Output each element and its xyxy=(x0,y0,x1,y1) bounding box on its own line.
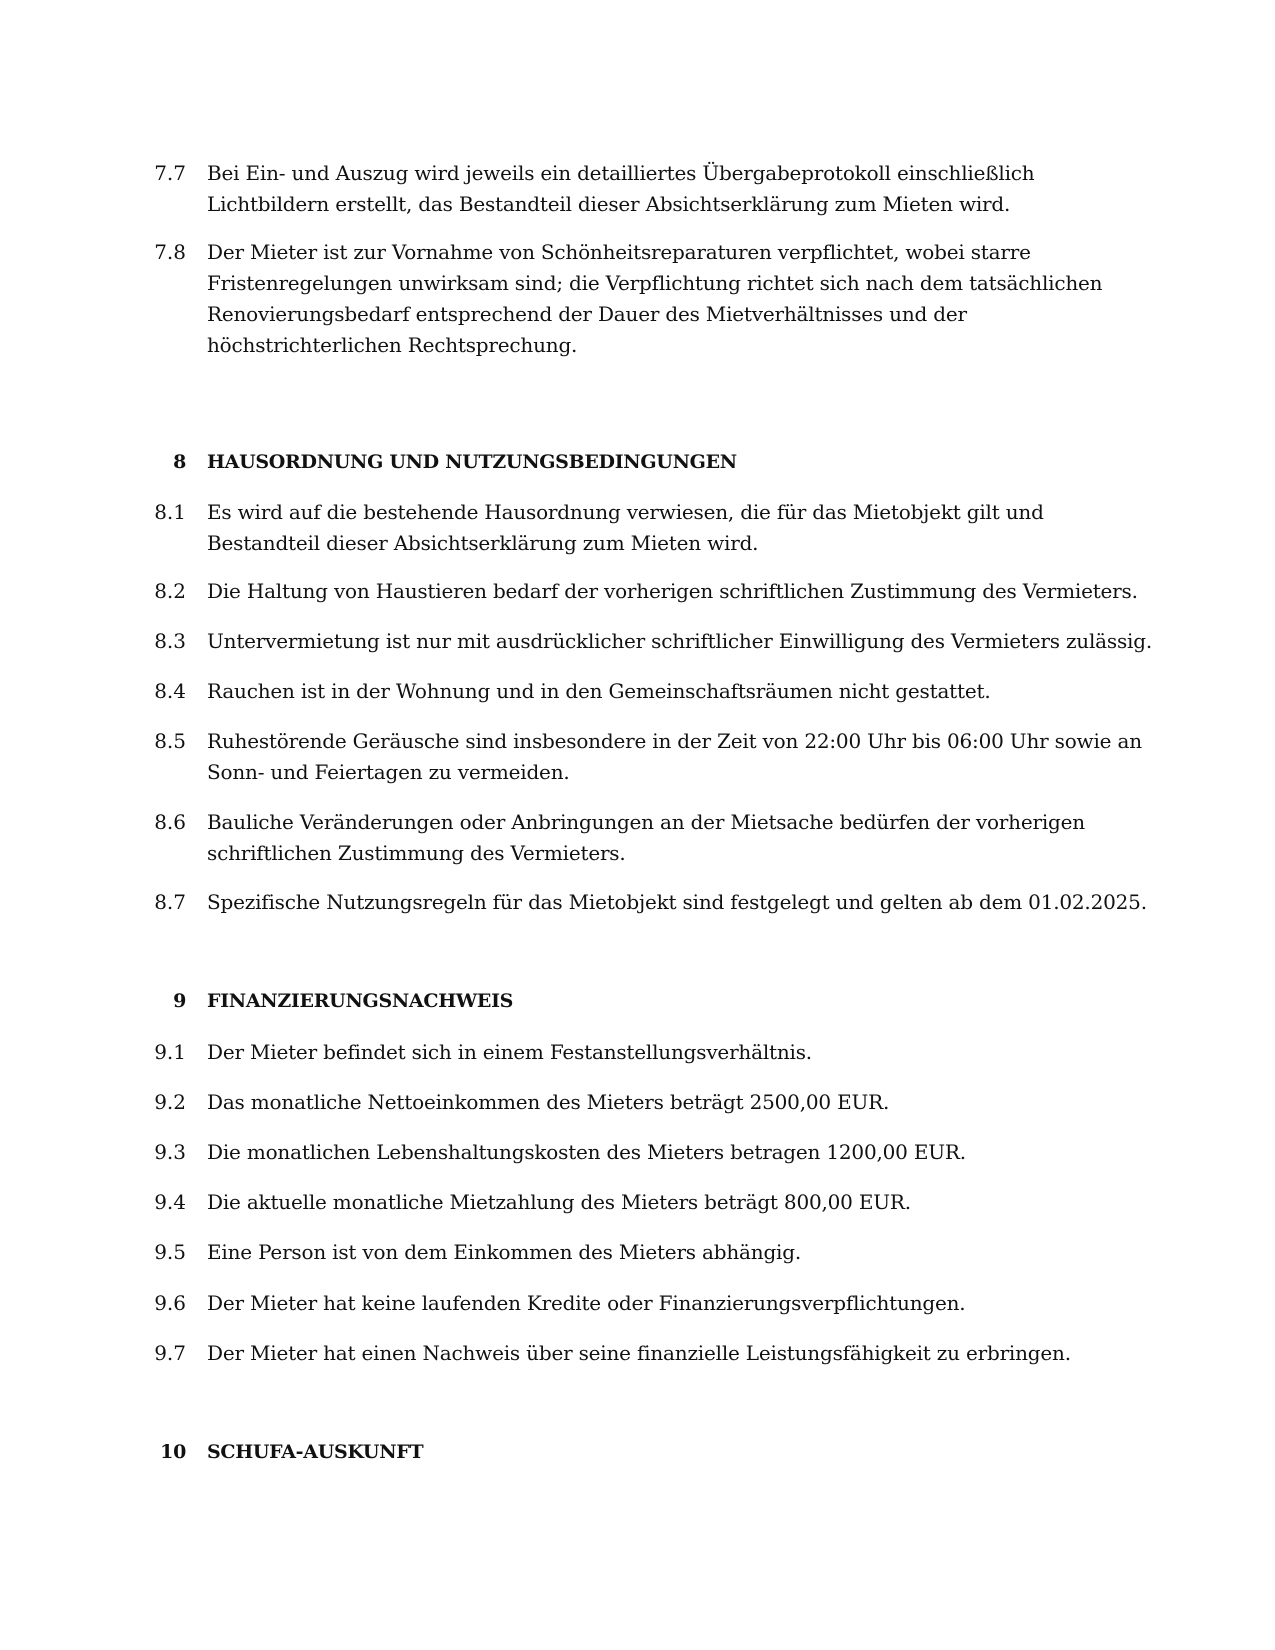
clause-line: höchstrichterlichen Rechtsprechung. xyxy=(207,333,578,357)
clause-number: 7.7 xyxy=(154,161,186,185)
clause-text xyxy=(207,676,1142,707)
clause-text xyxy=(207,626,1152,657)
clause-text xyxy=(207,1237,1142,1268)
clause-number: 9.4 xyxy=(154,1190,186,1214)
clause-number: 8.7 xyxy=(154,890,186,914)
clause-text xyxy=(207,497,1142,559)
clause-line: Es wird auf die bestehende Hausordnung verwiesen, die für das Mietobjekt gilt und xyxy=(207,500,1044,524)
clause-line: Sonn- und Feiertagen zu vermeiden. xyxy=(207,760,570,784)
clause-number: 9.7 xyxy=(154,1341,186,1365)
clause-line: schriftlichen Zustimmung des Vermieters. xyxy=(207,841,626,865)
clause-number: 9.2 xyxy=(154,1090,186,1114)
clause-line: Bauliche Veränderungen oder Anbringungen an der Mietsache bedürfen der vorherigen xyxy=(207,810,1085,834)
clause-line: Spezifische Nutzungsregeln für das Mietobjekt sind festgelegt und gelten ab dem 01.02.2025. xyxy=(207,890,1147,914)
clause-number: 8.2 xyxy=(154,579,186,603)
clause-line: Der Mieter befindet sich in einem Festanstellungsverhältnis. xyxy=(207,1040,812,1064)
clause-line: Die aktuelle monatliche Mietzahlung des Mieters beträgt 800,00 EUR. xyxy=(207,1190,911,1214)
clause-text xyxy=(207,576,1142,607)
clause-number: 9.3 xyxy=(154,1140,186,1164)
clause-line: Der Mieter ist zur Vornahme von Schönheitsreparaturen verpflichtet, wobei starre xyxy=(207,240,1031,264)
clause-line: Die monatlichen Lebenshaltungskosten des Mieters betragen 1200,00 EUR. xyxy=(207,1140,966,1164)
clause-text xyxy=(207,237,1142,361)
clause-line: Untervermietung ist nur mit ausdrücklicher schriftlicher Einwilligung des Vermieters zulässig. xyxy=(207,629,1152,653)
clause-text xyxy=(207,1087,1142,1118)
section-number: 9 xyxy=(173,990,186,1012)
clause-line: Der Mieter hat einen Nachweis über seine finanzielle Leistungsfähigkeit zu erbringen. xyxy=(207,1341,1071,1365)
section-number: 10 xyxy=(160,1441,186,1463)
clause-line: Das monatliche Nettoeinkommen des Mieters beträgt 2500,00 EUR. xyxy=(207,1090,890,1114)
clause-text xyxy=(207,807,1142,869)
clause-text xyxy=(207,1187,1142,1218)
clause-text xyxy=(207,158,1142,220)
clause-text xyxy=(207,1338,1142,1369)
clause-line: Renovierungsbedarf entsprechend der Dauer des Mietverhältnisses und der xyxy=(207,302,967,326)
clause-line: Ruhestörende Geräusche sind insbesondere in der Zeit von 22:00 Uhr bis 06:00 Uhr sowie an xyxy=(207,729,1142,753)
clause-line: Eine Person ist von dem Einkommen des Mieters abhängig. xyxy=(207,1240,802,1264)
clause-text xyxy=(207,1037,1142,1068)
clause-line: Bestandteil dieser Absichtserklärung zum Mieten wird. xyxy=(207,531,759,555)
clause-line: Der Mieter hat keine laufenden Kredite oder Finanzierungsverpflichtungen. xyxy=(207,1291,966,1315)
clause-line: Die Haltung von Haustieren bedarf der vorherigen schriftlichen Zustimmung des Vermieters. xyxy=(207,579,1138,603)
clause-number: 9.5 xyxy=(154,1240,186,1264)
section-title: SCHUFA-AUSKUNFT xyxy=(207,1441,424,1463)
section-number: 8 xyxy=(173,451,186,473)
section-title: FINANZIERUNGSNACHWEIS xyxy=(207,990,514,1012)
clause-number: 9.6 xyxy=(154,1291,186,1315)
clause-text xyxy=(207,1288,1142,1319)
clause-number: 7.8 xyxy=(154,240,186,264)
clause-number: 8.4 xyxy=(154,679,186,703)
clause-text xyxy=(207,887,1147,918)
clause-number: 8.1 xyxy=(154,500,186,524)
clause-text xyxy=(207,726,1142,788)
clause-number: 8.5 xyxy=(154,729,186,753)
clause-text xyxy=(207,1137,1142,1168)
clause-number: 8.6 xyxy=(154,810,186,834)
clause-number: 9.1 xyxy=(154,1040,186,1064)
section-title: HAUSORDNUNG UND NUTZUNGSBEDINGUNGEN xyxy=(207,451,737,473)
clause-line: Rauchen ist in der Wohnung und in den Gemeinschaftsräumen nicht gestattet. xyxy=(207,679,991,703)
clause-line: Lichtbildern erstellt, das Bestandteil dieser Absichtserklärung zum Mieten wird. xyxy=(207,192,1011,216)
clause-line: Fristenregelungen unwirksam sind; die Verpflichtung richtet sich nach dem tatsächlichen xyxy=(207,271,1103,295)
clause-line: Bei Ein- und Auszug wird jeweils ein detailliertes Übergabeprotokoll einschließlich xyxy=(207,161,1035,185)
clause-number: 8.3 xyxy=(154,629,186,653)
